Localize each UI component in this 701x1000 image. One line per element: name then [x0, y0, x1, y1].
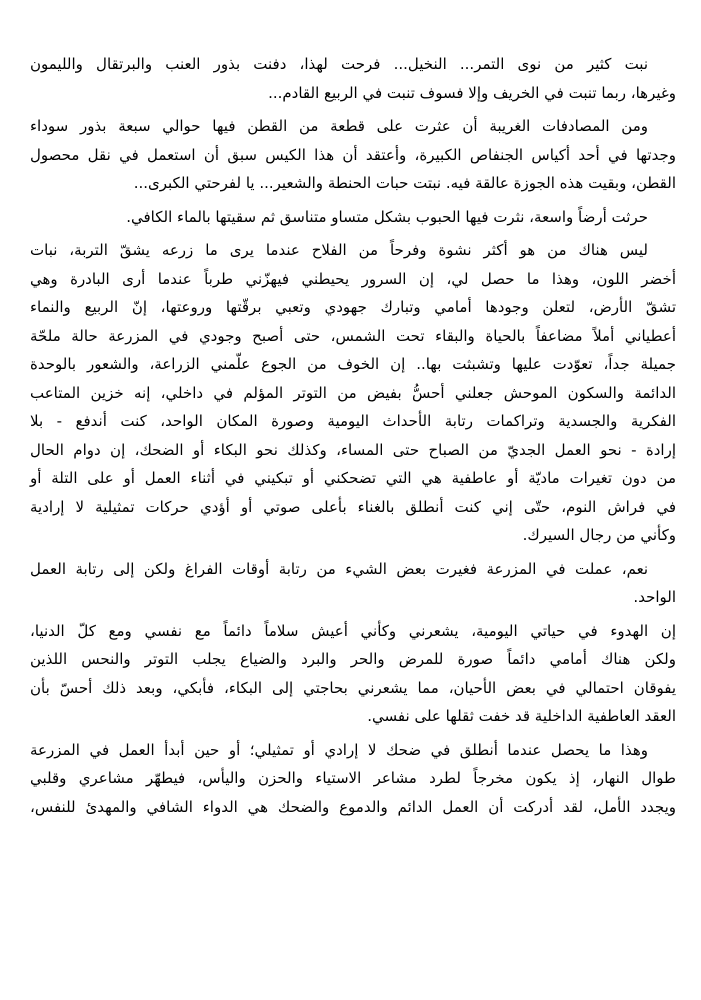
text-line: حرثت أرضاً واسعة، نثرت فيها الحبوب بشكل متساو متناسق ثم سقيتها بالماء الكافي.: [126, 207, 648, 226]
text-line: الفكرية والجسدية وتراكمات رتابة الأحداث اليومية وصورة المكان الواحد، كنت أندفع - بلا: [30, 412, 676, 430]
paragraph-2: [30, 112, 676, 198]
text-line: القطن، وبقيت هذه الجوزة عالقة فيه. نبتت حبات الحنطة والشعير... يا لفرحتي الكبرى...: [133, 174, 676, 192]
text-line: العقد العاطفية الداخلية قد خفت ثقلها على نفسي.: [367, 707, 676, 725]
text-line: جميلة جداً، تعوّدت عليها وتشبثت بها.. إن الخوف من الجوع علّمني الزراعة، والشعور بالوحدة: [30, 355, 676, 373]
paragraph-5: [30, 555, 676, 612]
text-line: طوال النهار، إذ يكون مخرجاً لطرد مشاعر الاستياء والحزن واليأس، فيطهّر مشاعري وقلبي: [30, 769, 676, 787]
paragraph-6: [30, 617, 676, 731]
text-line: نبت كثير من نوى التمر... النخيل... فرحت لهذا، دفنت بذور العنب والبرتقال والليمون: [30, 55, 648, 73]
text-line: من دون تغيرات ماديّة أو عاطفية هي التي تضحكني أو تبكيني في أثناء العمل أو على التلة أو: [30, 469, 676, 487]
text-line: إرادة - نحو العمل الجديّ من الصباح حتى المساء، وكذلك نحو البكاء أو الضحك، إن دوام الحال: [30, 440, 676, 459]
text-line: وهذا ما يحصل عندما أنطلق في ضحك لا إرادي أو تمثيلي؛ أو حين أبدأ العمل في المزرعة: [30, 740, 648, 759]
text-line: وغيرها، ربما تنبت في الخريف وإلا فسوف تنبت في الربيع القادم...: [268, 83, 676, 102]
text-line: ولكن هناك أمامي دائماً صورة للمرض والحر والبرد والضياع يجلب التوتر والنحس اللذين: [30, 650, 676, 668]
text-line: الدائمة والسكون الموحش جعلني أحسُّ بفيض من التوتر المؤلم في داخلي، إنه خزين المتاعب: [30, 383, 676, 402]
text-line: ليس هناك من هو أكثر نشوة وفرحاً من الفلاح عندما يرى ما زرعه يشقّ التربة، نبات: [30, 241, 648, 259]
paragraph-3: [30, 203, 676, 232]
text-line: تشقّ الأرض، لتعلن وجودها أمامي وتبارك جهودي وتعبي برقّتها وروعتها، إنّ الربيع والنماء: [30, 298, 676, 316]
paragraph-1: [30, 50, 676, 107]
text-line: يفوقان احتمالي في بعض الأحيان، مما يشعرني بحاجتي إلى البكاء، فأبكي، وبعد ذلك أحسّ بأن: [30, 678, 676, 697]
text-line: نعم، عملت في المزرعة فغيرت بعض الشيء من رتابة أوقات الفراغ ولكن إلى رتابة العمل: [30, 559, 648, 578]
text-line: وكأني من رجال السيرك.: [522, 526, 676, 544]
paragraph-7: [30, 736, 676, 822]
paragraph-4: [30, 236, 676, 550]
text-line: ويجدد الأمل، لقد أدركت أن العمل الدائم والدموع والضحك هي الدواء الشافي والمهدئ للنفس،: [30, 797, 676, 816]
text-line: الواحد.: [633, 588, 676, 606]
text-line: إن الهدوء في حياتي اليومية، يشعرني وكأني أعيش سلاماً دائماً مع نفسي ومع كلّ الدنيا،: [30, 621, 676, 640]
text-line: ومن المصادفات الغريبة أن عثرت على قطعة من القطن فيها حوالي سبعة بذور سوداء: [30, 117, 648, 135]
text-line: أعطياني أملاً مضاعفاً بالحياة والبقاء تحت الشمس، حتى أصبح وجودي في المزرعة حالة ملحّة: [30, 326, 676, 345]
text-line: أخضر اللون، وهذا ما حصل لي، إن السرور يحيطني فيهزّني طرباً عندما أرى البادرة وهي: [30, 269, 676, 288]
text-line: وجدتها في أحد أكياس الجنفاص الكبيرة، وأعتقد أن هذا الكيس سبق أن استعمل في نقل محصول: [30, 145, 676, 164]
document-page: [30, 50, 676, 826]
text-line: في فراش النوم، حتّى إني كنت أنطلق بالغناء بأعلى صوتي أو أؤدي حركات تمثيلية لا إرادية: [30, 497, 676, 516]
